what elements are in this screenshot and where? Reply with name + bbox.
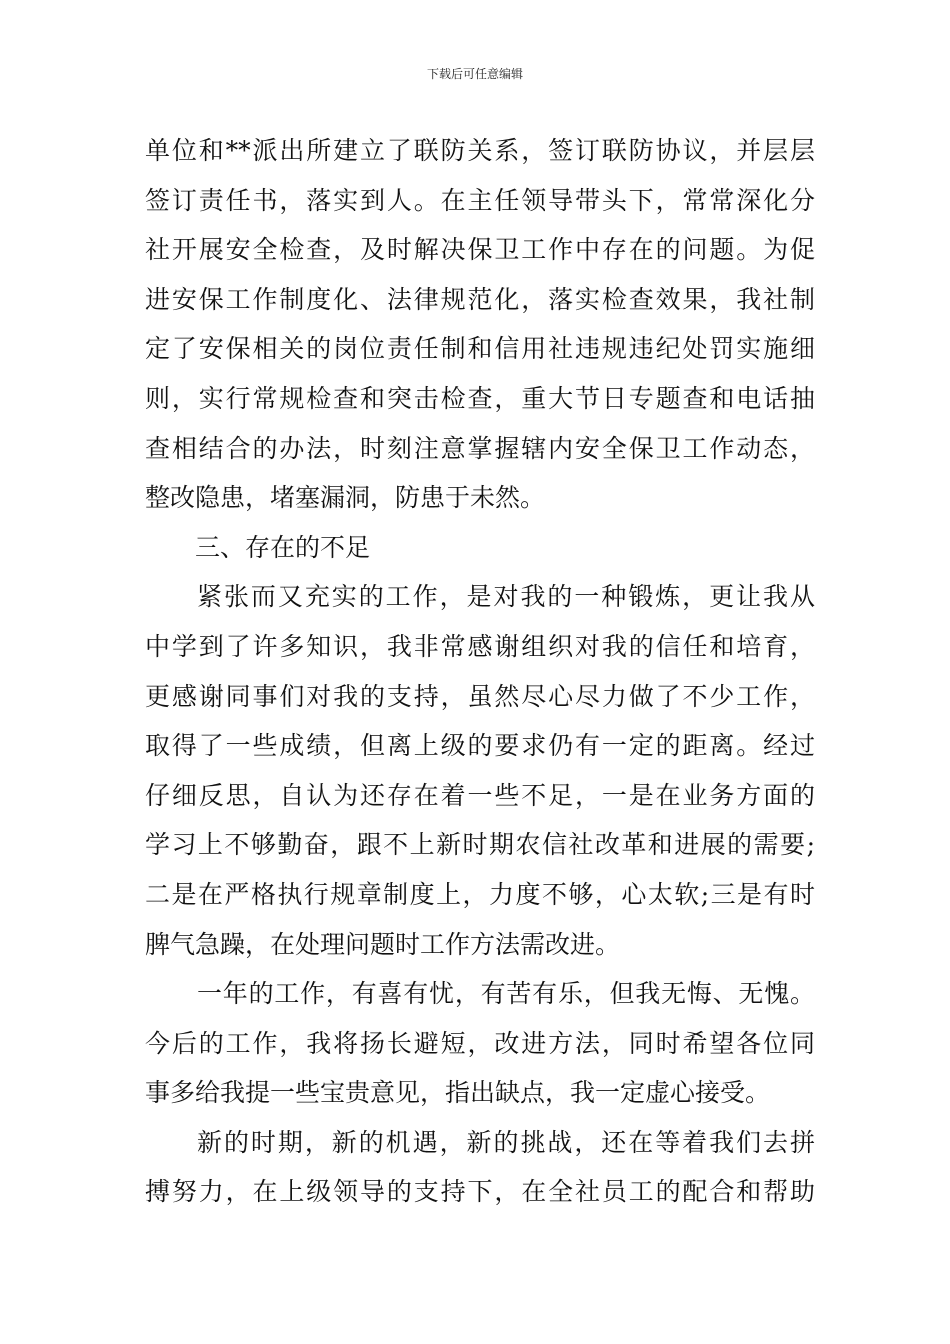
text-line: 进安保工作制度化、法律规范化，落实检查效果，我社制 (145, 284, 815, 314)
text-line: 学习上不够勤奋，跟不上新时期农信社改革和进展的需要; (145, 830, 815, 860)
text-line: 更感谢同事们对我的支持，虽然尽心尽力做了不少工作， (145, 681, 815, 711)
text-line: 事多给我提一些宝贵意见，指出缺点，我一定虚心接受。 (145, 1078, 771, 1108)
text-line: 整改隐患，堵塞漏洞，防患于未然。 (145, 483, 546, 513)
text-line: 取得了一些成绩，但离上级的要求仍有一定的距离。经过 (145, 731, 815, 761)
section-heading: 三、存在的不足 (195, 532, 371, 562)
text-line: 脾气急躁，在处理问题时工作方法需改进。 (145, 929, 621, 959)
text-line: 查相结合的办法，时刻注意掌握辖内安全保卫工作动态， (145, 433, 815, 463)
text-line: 一年的工作，有喜有忧，有苦有乐，但我无悔、无愧。 (197, 979, 815, 1009)
text-line: 中学到了许多知识，我非常感谢组织对我的信任和培育， (145, 631, 815, 661)
text-line: 今后的工作，我将扬长避短，改进方法，同时希望各位同 (145, 1028, 815, 1058)
text-line: 搏努力，在上级领导的支持下，在全社员工的配合和帮助 (145, 1177, 815, 1207)
text-line: 社开展安全检查，及时解决保卫工作中存在的问题。为促 (145, 235, 815, 265)
page-header: 下载后可任意编辑 (426, 67, 523, 81)
document-body (145, 126, 815, 1217)
text-line: 二是在严格执行规章制度上，力度不够，心太软;三是有时 (145, 879, 815, 909)
text-line: 则，实行常规检查和突击检查，重大节日专题查和电话抽 (145, 383, 815, 413)
text-line: 紧张而又充实的工作，是对我的一种锻炼，更让我从 (197, 582, 815, 612)
text-line: 单位和**派出所建立了联防关系，签订联防协议，并层层 (145, 136, 815, 165)
text-line: 新的时期，新的机遇，新的挑战，还在等着我们去拼 (197, 1127, 815, 1157)
text-line: 仔细反思，自认为还存在着一些不足，一是在业务方面的 (145, 780, 815, 810)
text-line: 签订责任书，落实到人。在主任领导带头下，常常深化分 (145, 185, 815, 215)
text-line: 定了安保相关的岗位责任制和信用社违规违纪处罚实施细 (145, 334, 815, 364)
